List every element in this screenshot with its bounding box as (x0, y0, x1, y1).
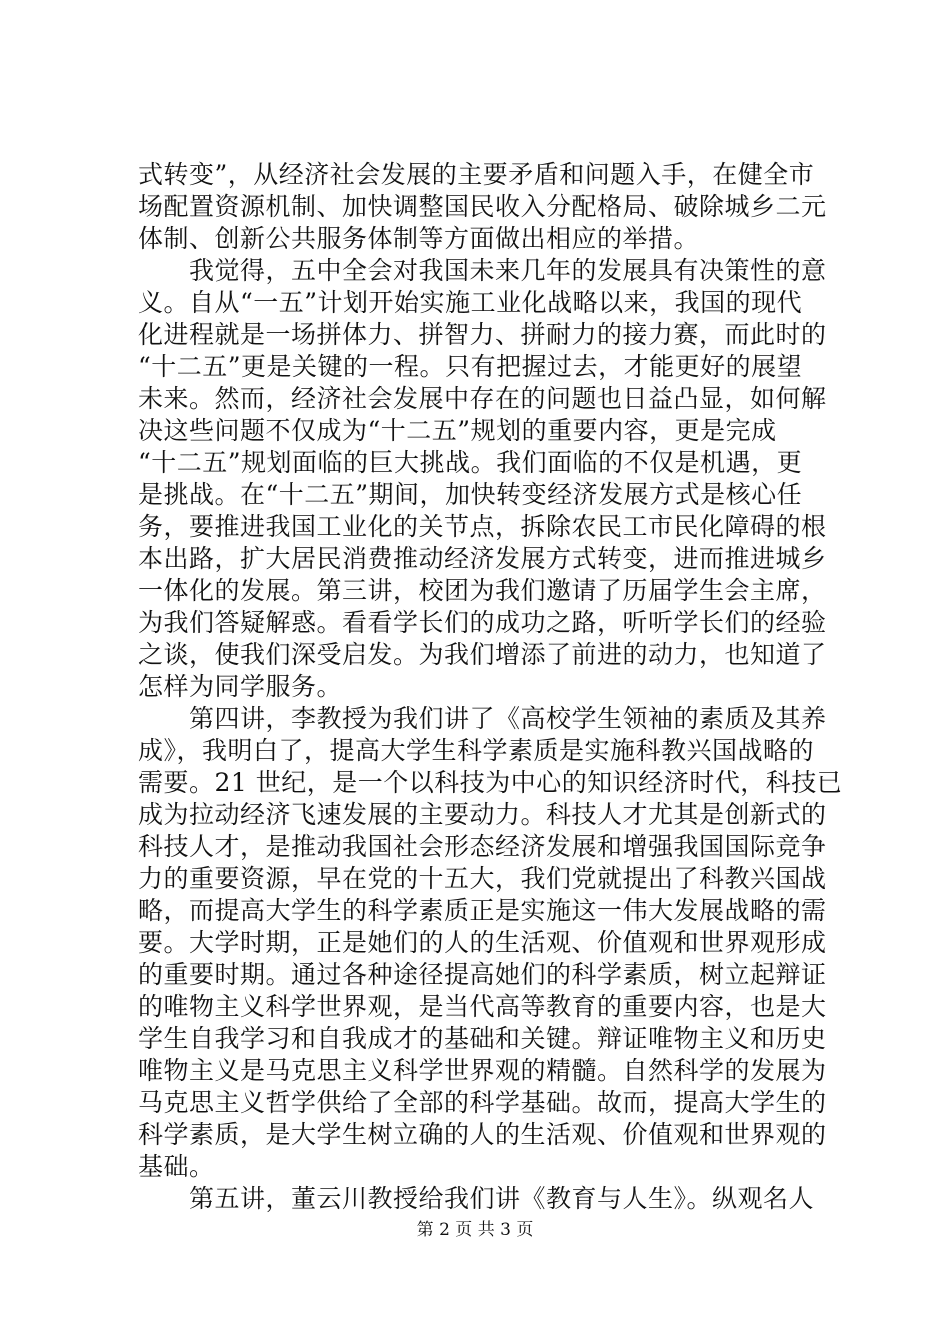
text-line: 式转变”，从经济社会发展的主要矛盾和问题入手，在健全市 (138, 160, 815, 189)
page-footer (0, 1215, 950, 1240)
text-line: 基础。 (138, 1152, 215, 1181)
text-line: 一体化的发展。第三讲，校团为我们邀请了历届学生会主席， (138, 576, 827, 605)
text-line: 第五讲，董云川教授给我们讲《教育与人生》。纵观名人 (138, 1184, 815, 1213)
text-line: 体制、创新公共服务体制等方面做出相应的举措。 (138, 224, 700, 253)
text-line: 要。大学时期，正是她们的人的生活观、价值观和世界观形成 (138, 928, 827, 957)
text-line: 务，要推进我国工业化的关节点，拆除农民工市民化障碍的根 (138, 512, 827, 541)
text-line: 决这些问题不仅成为“十二五”规划的重要内容，更是完成 (138, 416, 777, 445)
text-line: 是挑战。在“十二五”期间，加快转变经济发展方式是核心任 (138, 480, 803, 509)
text-line: 成为拉动经济飞速发展的主要动力。科技人才尤其是创新式的 (138, 800, 827, 829)
text-line: 科学素质，是大学生树立确的人的生活观、价值观和世界观的 (138, 1120, 827, 1149)
text-line: 马克思主义哲学供给了全部的科学基础。故而，提高大学生的 (138, 1088, 827, 1117)
text-line: 义。自从“一五”计划开始实施工业化战略以来，我国的现代 (138, 288, 803, 317)
text-line: 场配置资源机制、加快调整国民收入分配格局、破除城乡二元 (138, 192, 827, 221)
text-line: 本出路，扩大居民消费推动经济发展方式转变，进而推进城乡 (138, 544, 827, 573)
text-line: 第四讲，李教授为我们讲了《高校学生领袖的素质及其养 (138, 704, 827, 733)
text-line: 的唯物主义科学世界观，是当代高等教育的重要内容，也是大 (138, 992, 827, 1021)
text-line: 未来。然而，经济社会发展中存在的问题也日益凸显，如何解 (138, 384, 827, 413)
text-line: 怎样为同学服务。 (138, 672, 343, 701)
text-line: 略，而提高大学生的科学素质正是实施这一伟大发展战略的需 (138, 896, 827, 925)
text-line: 之谈，使我们深受启发。为我们增添了前进的动力，也知道了 (138, 640, 827, 669)
text-line: 唯物主义是马克思主义科学世界观的精髓。自然科学的发展为 (138, 1056, 827, 1085)
text-line: “十二五”规划面临的巨大挑战。我们面临的不仅是机遇，更 (138, 448, 803, 477)
text-line: 科技人才，是推动我国社会形态经济发展和增强我国国际竞争 (138, 832, 827, 861)
text-line: 需要。21 世纪，是一个以科技为中心的知识经济时代，科技已 (138, 768, 843, 797)
text-line: 我觉得，五中全会对我国未来几年的发展具有决策性的意 (138, 256, 827, 285)
document-body (138, 159, 843, 1215)
text-line: 的重要时期。通过各种途径提高她们的科学素质，树立起辩证 (138, 960, 827, 989)
text-line: 化进程就是一场拼体力、拼智力、拼耐力的接力赛，而此时的 (138, 320, 827, 349)
text-line: 学生自我学习和自我成才的基础和关键。辩证唯物主义和历史 (138, 1024, 827, 1053)
text-line: 力的重要资源，早在党的十五大，我们党就提出了科教兴国战 (138, 864, 827, 893)
text-line: 成》，我明白了，提高大学生科学素质是实施科教兴国战略的 (138, 736, 815, 765)
text-line: “十二五”更是关键的一程。只有把握过去，才能更好的展望 (138, 352, 803, 381)
text-line: 为我们答疑解惑。看看学长们的成功之路，听听学长们的经验 (138, 608, 827, 637)
page-number: 第 2 页 共 3 页 (416, 1220, 534, 1240)
